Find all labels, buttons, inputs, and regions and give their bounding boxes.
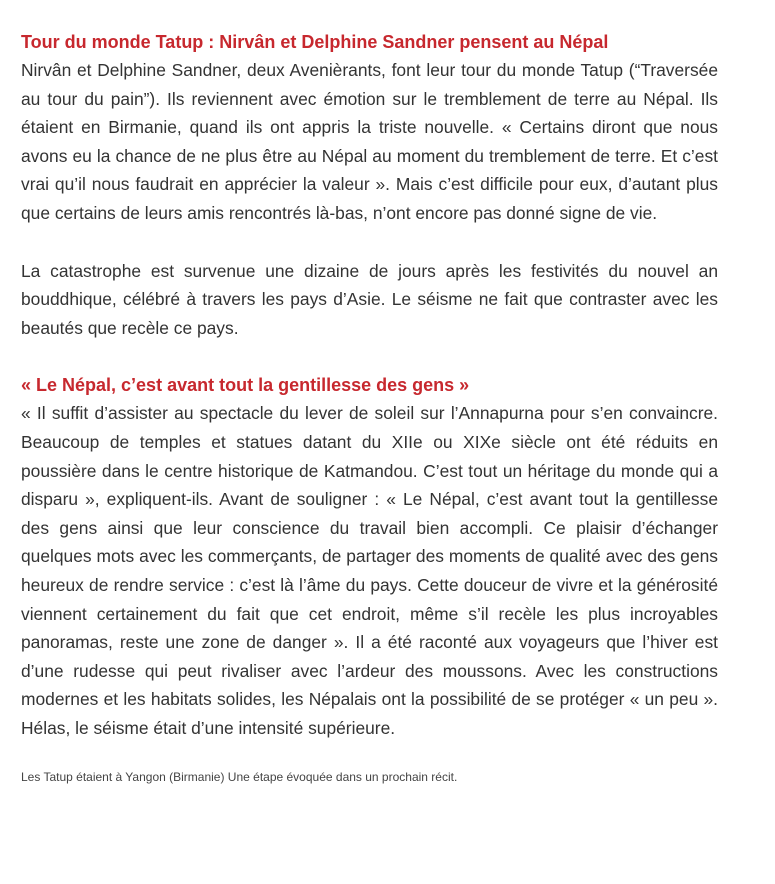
intro-paragraph: Nirvân et Delphine Sandner, deux Avenièrants, font leur tour du monde Tatup (“Traversée au tour du pain”). Ils reviennent avec émotion sur le tremblement de terre au Népal. Ils étaient en Birmanie, quand ils ont appris la triste nouvelle. « Certains diront que nous avons eu la chance de ne plus être au Népal au moment du tremblement de terre. Et c’est vrai qu’il nous faudrait en apprécier la valeur ». Mais c’est difficile pour eux, d’autant plus que certains de leurs amis rencontrés là-bas, n’ont encore pas donné signe de vie. [21,60,718,223]
photo-caption: Les Tatup étaient à Yangon (Birmanie) Une étape évoquée dans un prochain récit. [21,770,458,785]
article-title: Tour du monde Tatup : Nirvân et Delphine Sandner pensent au Népal [21,32,609,52]
article [21,28,718,785]
context-paragraph: La catastrophe est survenue une dizaine de jours après les festivités du nouvel an bouddhique, célébré à travers les pays d’Asie. Le séisme ne fait que contraster avec les beautés que recèle ce pays. [21,260,718,338]
caption-spacer [21,742,718,769]
paragraph-spacer [21,228,718,257]
section-subtitle: « Le Népal, c’est avant tout la gentillesse des gens » [21,375,470,396]
section-spacer [21,342,718,371]
quote-paragraph: « Il suffit d’assister au spectacle du lever de soleil sur l’Annapurna pour s’en convaincre. Beaucoup de temples et statues datant du XIIe ou XIXe siècle ont été réduits en poussière dans le centre historique de Katmandou. C’est tout un héritage du monde qui a disparu », expliquent-ils. Avant de souligner : « Le Népal, c’est avant tout la gentillesse des gens ainsi que leur conscience du travail bien accompli. Ce plaisir d’échanger quelques mots avec les commerçants, de partager des moments de qualité avec des gens heureux de rendre service : c’est là l’âme du pays. Cette douceur de vivre et la générosité viennent certainement du fait que cet endroit, même s’il recèle les plus incroyables panoramas, reste une zone de danger ». Il a été raconté aux voyageurs que l’hiver est d’une rudesse qui peut rivaliser avec l’ardeur des moussons. Avec les constructions modernes et les habitats solides, les Népalais ont la possibilité de se protéger « un peu ». Hélas, le séisme était d’une intensité supérieure. [21,403,718,738]
